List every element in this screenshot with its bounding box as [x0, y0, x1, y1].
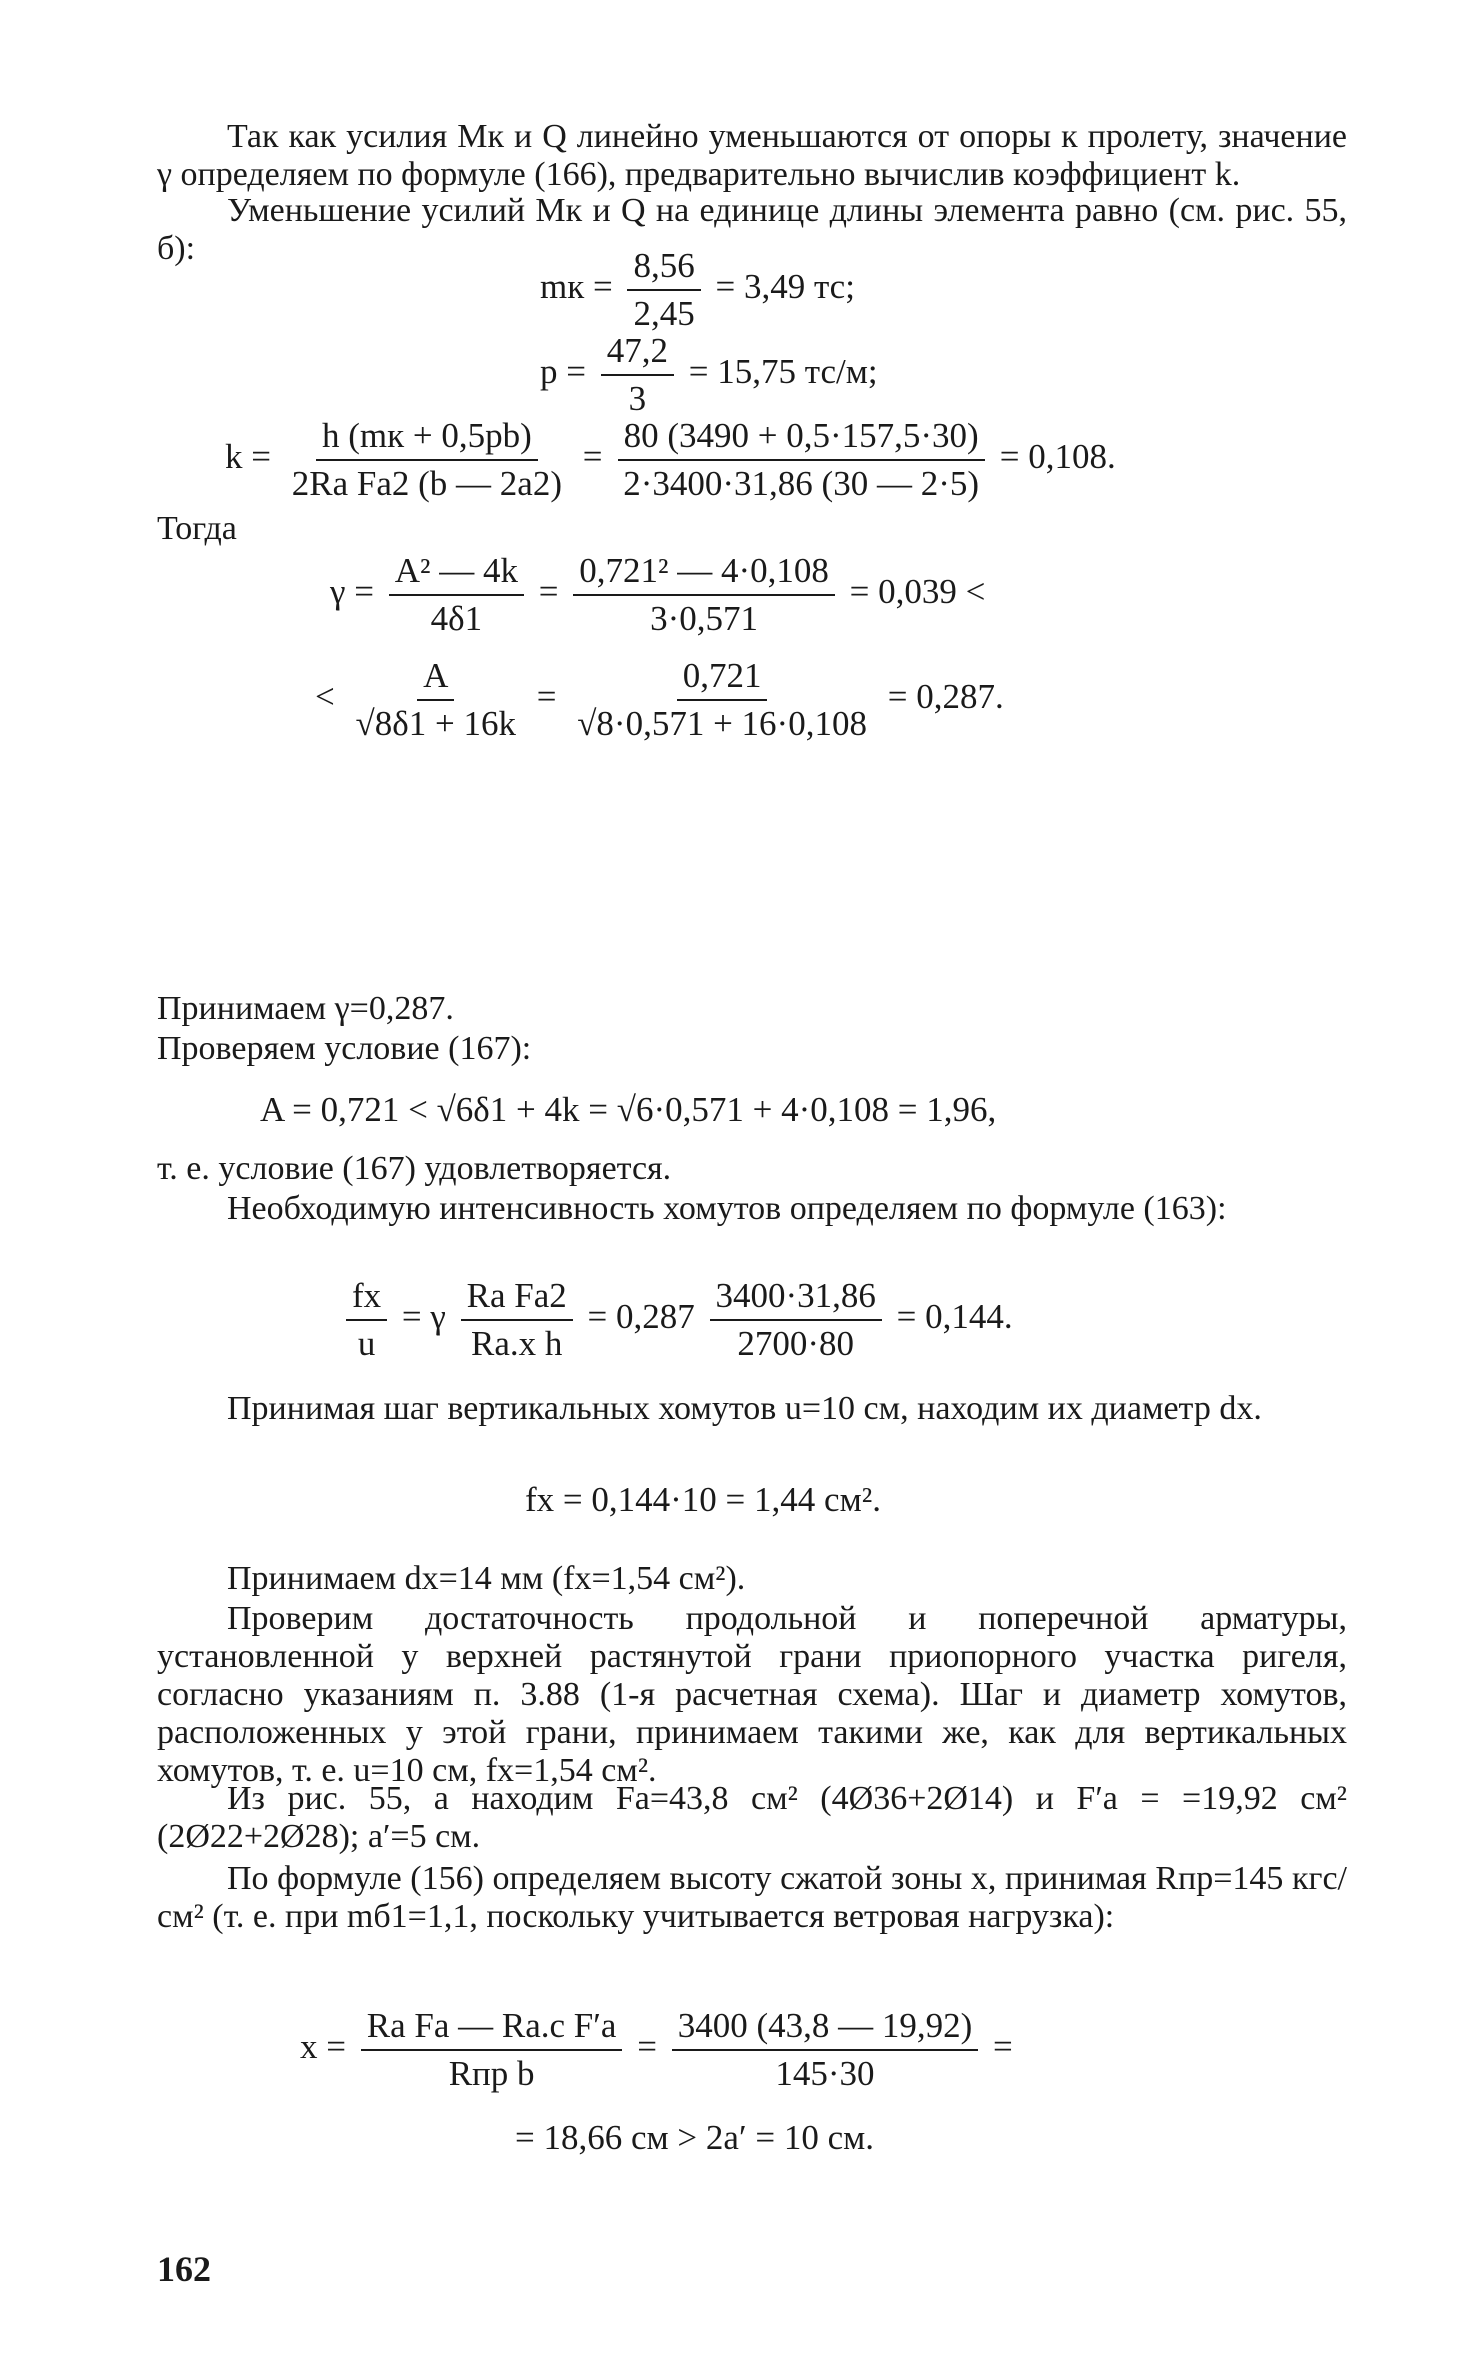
paragraph-compressed-zone: По формуле (156) определяем высоту сжатой зоны x, принимая Rпр=145 кгс/см² (т. е. при mб1=1,1, поскольку учитывается ветровая нагрузка):	[157, 1860, 1347, 1935]
formula-k-fraction-symbolic	[286, 415, 568, 505]
formula-gamma-bound-fraction-symbolic	[350, 655, 522, 745]
page-number: 162	[157, 2249, 211, 2289]
formula-k	[225, 415, 1116, 505]
formula-gamma-bound	[315, 655, 1004, 745]
formula-x-denominator-symbolic: Rпр b	[448, 2054, 535, 2093]
formula-p	[540, 330, 878, 420]
formula-mk-denominator: 2,45	[633, 294, 695, 333]
formula-p-result: = 15,75 тс/м;	[688, 352, 878, 392]
formula-gamma-fraction-numeric	[573, 550, 835, 640]
formula-gamma-bound-equals: =	[536, 677, 557, 717]
formula-gamma-numerator-symbolic: A² — 4k	[389, 550, 524, 596]
formula-fx-calc: fх = 0,144·10 = 1,44 см².	[525, 1480, 881, 1519]
formula-k-lhs: k =	[225, 437, 271, 477]
formula-gamma-bound-numerator-symbolic: A	[417, 655, 454, 701]
line-prinimaem-gamma: Принимаем γ=0,287.	[157, 990, 454, 1027]
paragraph-stirrup-step: Принимая шаг вертикальных хомутов u=10 см, находим их диаметр dх.	[227, 1390, 1262, 1427]
formula-x-result: = 18,66 см > 2a′ = 10 см.	[515, 2118, 875, 2157]
formula-mk-numerator: 8,56	[627, 245, 700, 291]
formula-fx-lhs-numerator: fх	[346, 1275, 387, 1321]
formula-k-equals: =	[582, 437, 603, 477]
formula-gamma	[330, 550, 985, 640]
formula-gamma-lhs: γ =	[330, 572, 374, 612]
formula-gamma-denominator-symbolic: 4δ1	[430, 599, 483, 638]
formula-mk-fraction	[627, 245, 700, 335]
formula-condition-167: A = 0,721 < √6δ1 + 4k = √6·0,571 + 4·0,108 = 1,96,	[260, 1090, 997, 1129]
formula-gamma-bound-fraction-numeric	[571, 655, 873, 745]
formula-gamma-bound-denominator-symbolic: √8δ1 + 16k	[355, 704, 516, 743]
paragraph-areas: Из рис. 55, а находим Fа=43,8 см² (4Ø36+2Ø14) и F′а = =19,92 см² (2Ø22+2Ø28); a′=5 см.	[157, 1780, 1347, 1855]
formula-x-numerator-numeric: 3400 (43,8 — 19,92)	[672, 2005, 979, 2051]
formula-k-result: = 0,108.	[999, 437, 1116, 477]
formula-x-numerator-symbolic: Rа Fа — Rа.с F′а	[361, 2005, 623, 2051]
formula-x-denominator-numeric: 145·30	[775, 2054, 875, 2093]
formula-x-fraction-symbolic	[361, 2005, 623, 2095]
formula-gamma-bound-denominator-numeric: √8·0,571 + 16·0,108	[577, 704, 867, 743]
line-proveryaem: Проверяем условие (167):	[157, 1030, 532, 1067]
formula-p-fraction	[601, 330, 674, 420]
formula-gamma-equals: =	[538, 572, 559, 612]
formula-p-lhs: p =	[540, 352, 586, 392]
formula-k-fraction-numeric	[617, 415, 985, 505]
formula-mk	[540, 245, 855, 335]
paragraph-accept-dx: Принимаем dх=14 мм (fх=1,54 см²).	[227, 1560, 746, 1597]
paragraph-intro: Так как усилия Mк и Q линейно уменьшаются от опоры к пролету, значение γ определяем по формуле (166), предварительно вычислив коэффициент k.	[157, 118, 1347, 193]
formula-gamma-denominator-numeric: 3·0,571	[650, 599, 759, 638]
formula-fx-coefficient: = 0,287	[587, 1297, 695, 1337]
formula-k-numerator-symbolic: h (mк + 0,5pb)	[316, 415, 538, 461]
formula-k-numerator-numeric: 80 (3490 + 0,5·157,5·30)	[618, 415, 985, 461]
formula-fx-result: = 0,144.	[896, 1297, 1013, 1337]
formula-p-numerator: 47,2	[601, 330, 674, 376]
formula-fx-numerator-numeric: 3400·31,86	[710, 1275, 882, 1321]
formula-fx-denominator-symbolic: Rа.х h	[471, 1324, 563, 1363]
formula-fx-fraction-numeric	[710, 1275, 882, 1365]
formula-gamma-bound-lhs: <	[315, 677, 335, 717]
paragraph-decrease: Уменьшение усилий Mк и Q на единице длины элемента равно (см. рис. 55, б):	[157, 192, 1347, 267]
formula-gamma-bound-result: = 0,287.	[887, 677, 1004, 717]
formula-gamma-result: = 0,039 <	[849, 572, 986, 612]
formula-x	[300, 2005, 1013, 2095]
line-condition-satisfied: т. е. условие (167) удовлетворяется.	[157, 1150, 672, 1187]
formula-x-lhs: x =	[300, 2027, 346, 2067]
formula-gamma-numerator-numeric: 0,721² — 4·0,108	[573, 550, 835, 596]
formula-fx-numerator-symbolic: Rа Fа2	[461, 1275, 573, 1321]
formula-p-denominator: 3	[628, 379, 647, 418]
formula-k-denominator-numeric: 2·3400·31,86 (30 — 2·5)	[623, 464, 980, 503]
formula-mk-result: = 3,49 тс;	[715, 267, 855, 307]
formula-gamma-bound-numerator-numeric: 0,721	[677, 655, 768, 701]
word-togda: Тогда	[157, 510, 237, 547]
paragraph-stirrup-intensity: Необходимую интенсивность хомутов определяем по формуле (163):	[227, 1190, 1227, 1227]
formula-fx-fraction-symbolic	[461, 1275, 573, 1365]
formula-gamma-fraction-symbolic	[389, 550, 524, 640]
paragraph-check-reinforcement: Проверим достаточность продольной и поперечной арматуры, установленной у верхней растянутой грани приопорного участка ригеля, согласно указаниям п. 3.88 (1-я расчетная схема). Шаг и диаметр хомутов, расположенных у этой грани, принимаем такими же, как для вертикальных хомутов, т. е. u=10 см, fх=1,54 см².	[157, 1600, 1347, 1789]
formula-fx-denominator-numeric: 2700·80	[737, 1324, 855, 1363]
formula-k-denominator-symbolic: 2Rа Fа2 (b — 2a2)	[291, 464, 562, 503]
formula-fx-gamma: = γ	[401, 1297, 446, 1337]
formula-x-trailing-equals: =	[993, 2027, 1013, 2067]
formula-mk-lhs: mк =	[540, 267, 613, 307]
formula-fx-over-u	[340, 1275, 1013, 1365]
formula-fx-lhs-denominator: u	[357, 1324, 376, 1363]
formula-fx-lhs-fraction	[346, 1275, 387, 1365]
formula-x-equals: =	[637, 2027, 657, 2067]
formula-x-fraction-numeric	[672, 2005, 979, 2095]
